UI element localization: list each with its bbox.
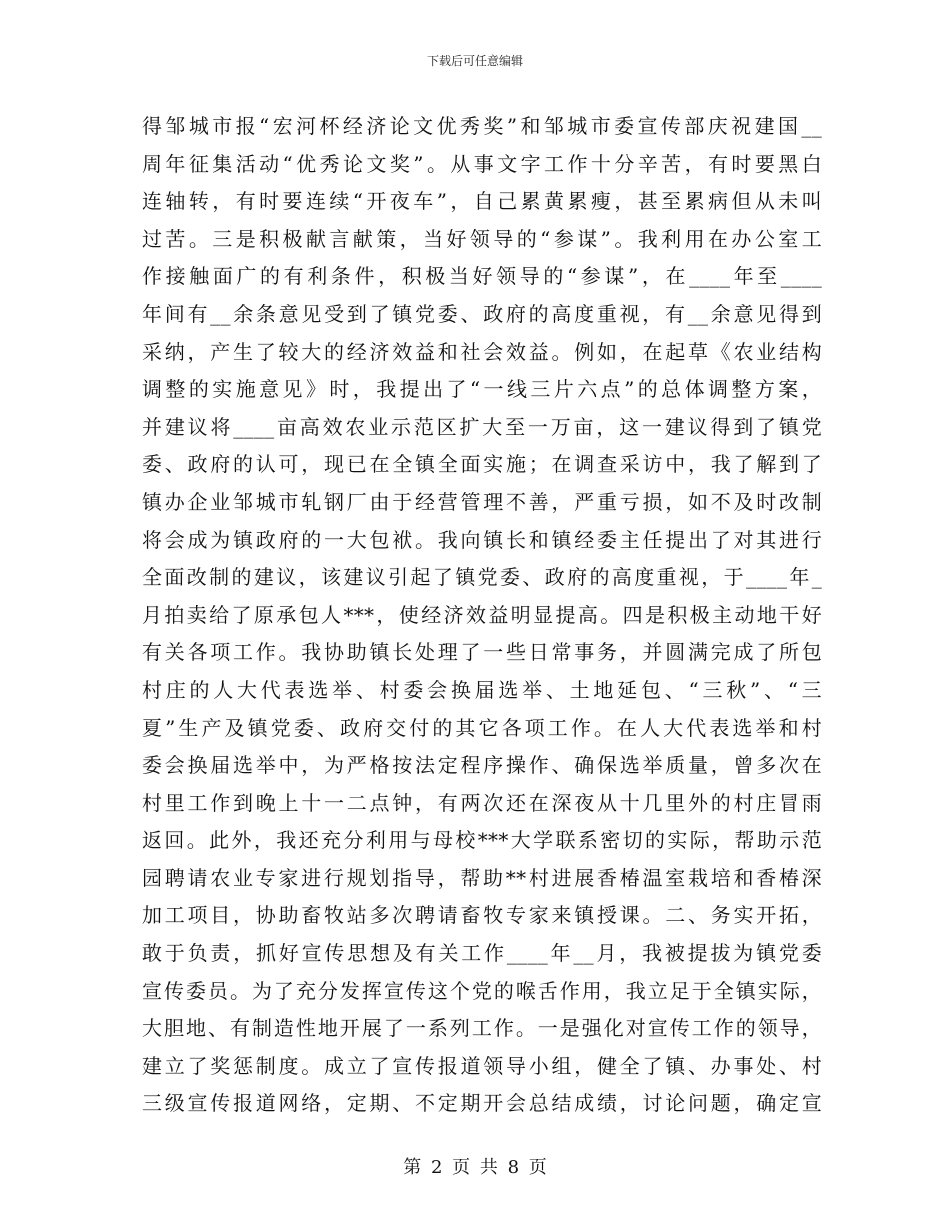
- text-line: 委、政府的认可，现已在全镇全面实施；在调查采访中，我了解到了: [142, 452, 822, 477]
- page-number-footer: 第 2 页 共 8 页: [403, 1157, 547, 1178]
- text-line: 年间有__余条意见受到了镇党委、政府的高度重视，有__余意见得到: [142, 301, 822, 326]
- text-line: 并建议将____亩高效农业示范区扩大至一万亩，这一建议得到了镇党: [142, 414, 822, 439]
- text-line: 村庄的人大代表选举、村委会换届选举、土地延包、“三秋”、“三: [142, 677, 822, 702]
- text-line: 全面改制的建议，该建议引起了镇党委、政府的高度重视，于____年_: [142, 565, 822, 590]
- page-header-note: 下载后可任意编辑: [426, 54, 523, 68]
- text-line: 村里工作到晚上十一二点钟，有两次还在深夜从十几里外的村庄冒雨: [142, 790, 822, 815]
- text-line: 委会换届选举中，为严格按法定程序操作、确保选举质量，曾多次在: [142, 753, 822, 778]
- text-line: 调整的实施意见》时，我提出了“一线三片六点”的总体调整方案，: [142, 377, 822, 402]
- text-line: 将会成为镇政府的一大包袱。我向镇长和镇经委主任提出了对其进行: [142, 527, 822, 552]
- text-line: 周年征集活动“优秀论文奖”。从事文字工作十分辛苦，有时要黑白: [142, 151, 822, 176]
- document-body: [142, 108, 822, 1123]
- text-line: 有关各项工作。我协助镇长处理了一些日常事务，并圆满完成了所包: [142, 640, 822, 665]
- text-line: 宣传委员。为了充分发挥宣传这个党的喉舌作用，我立足于全镇实际，: [142, 978, 822, 1003]
- text-line: 园聘请农业专家进行规划指导，帮助**村进展香椿温室栽培和香椿深: [142, 865, 822, 890]
- text-line: 镇办企业邹城市轧钢厂由于经营管理不善，严重亏损，如不及时改制: [142, 489, 822, 514]
- text-line: 返回。此外，我还充分利用与母校***大学联系密切的实际，帮助示范: [142, 828, 822, 853]
- text-line: 夏”生产及镇党委、政府交付的其它各项工作。在人大代表选举和村: [142, 715, 822, 740]
- text-line: 大胆地、有制造性地开展了一系列工作。一是强化对宣传工作的领导，: [142, 1016, 822, 1041]
- text-line: 三级宣传报道网络，定期、不定期开会总结成绩，讨论问题，确定宣: [142, 1091, 822, 1116]
- text-line: 过苦。三是积极献言献策，当好领导的“参谋”。我利用在办公室工: [142, 226, 822, 251]
- text-line: 建立了奖惩制度。成立了宣传报道领导小组，健全了镇、办事处、村: [142, 1053, 822, 1078]
- text-line: 敢于负责，抓好宣传思想及有关工作____年__月，我被提拔为镇党委: [142, 941, 822, 966]
- text-line: 得邹城市报“宏河杯经济论文优秀奖”和邹城市委宣传部庆祝建国__: [142, 114, 822, 138]
- text-line: 连轴转，有时要连续“开夜车”，自己累黄累瘦，甚至累病但从未叫: [142, 189, 822, 214]
- text-line: 采纳，产生了较大的经济效益和社会效益。例如，在起草《农业结构: [142, 339, 822, 364]
- text-line: 作接触面广的有利条件，积极当好领导的“参谋”，在____年至____: [142, 264, 822, 289]
- text-line: 加工项目，协助畜牧站多次聘请畜牧专家来镇授课。二、务实开拓，: [142, 903, 822, 928]
- text-line: 月拍卖给了原承包人***，使经济效益明显提高。四是积极主动地干好: [142, 602, 822, 627]
